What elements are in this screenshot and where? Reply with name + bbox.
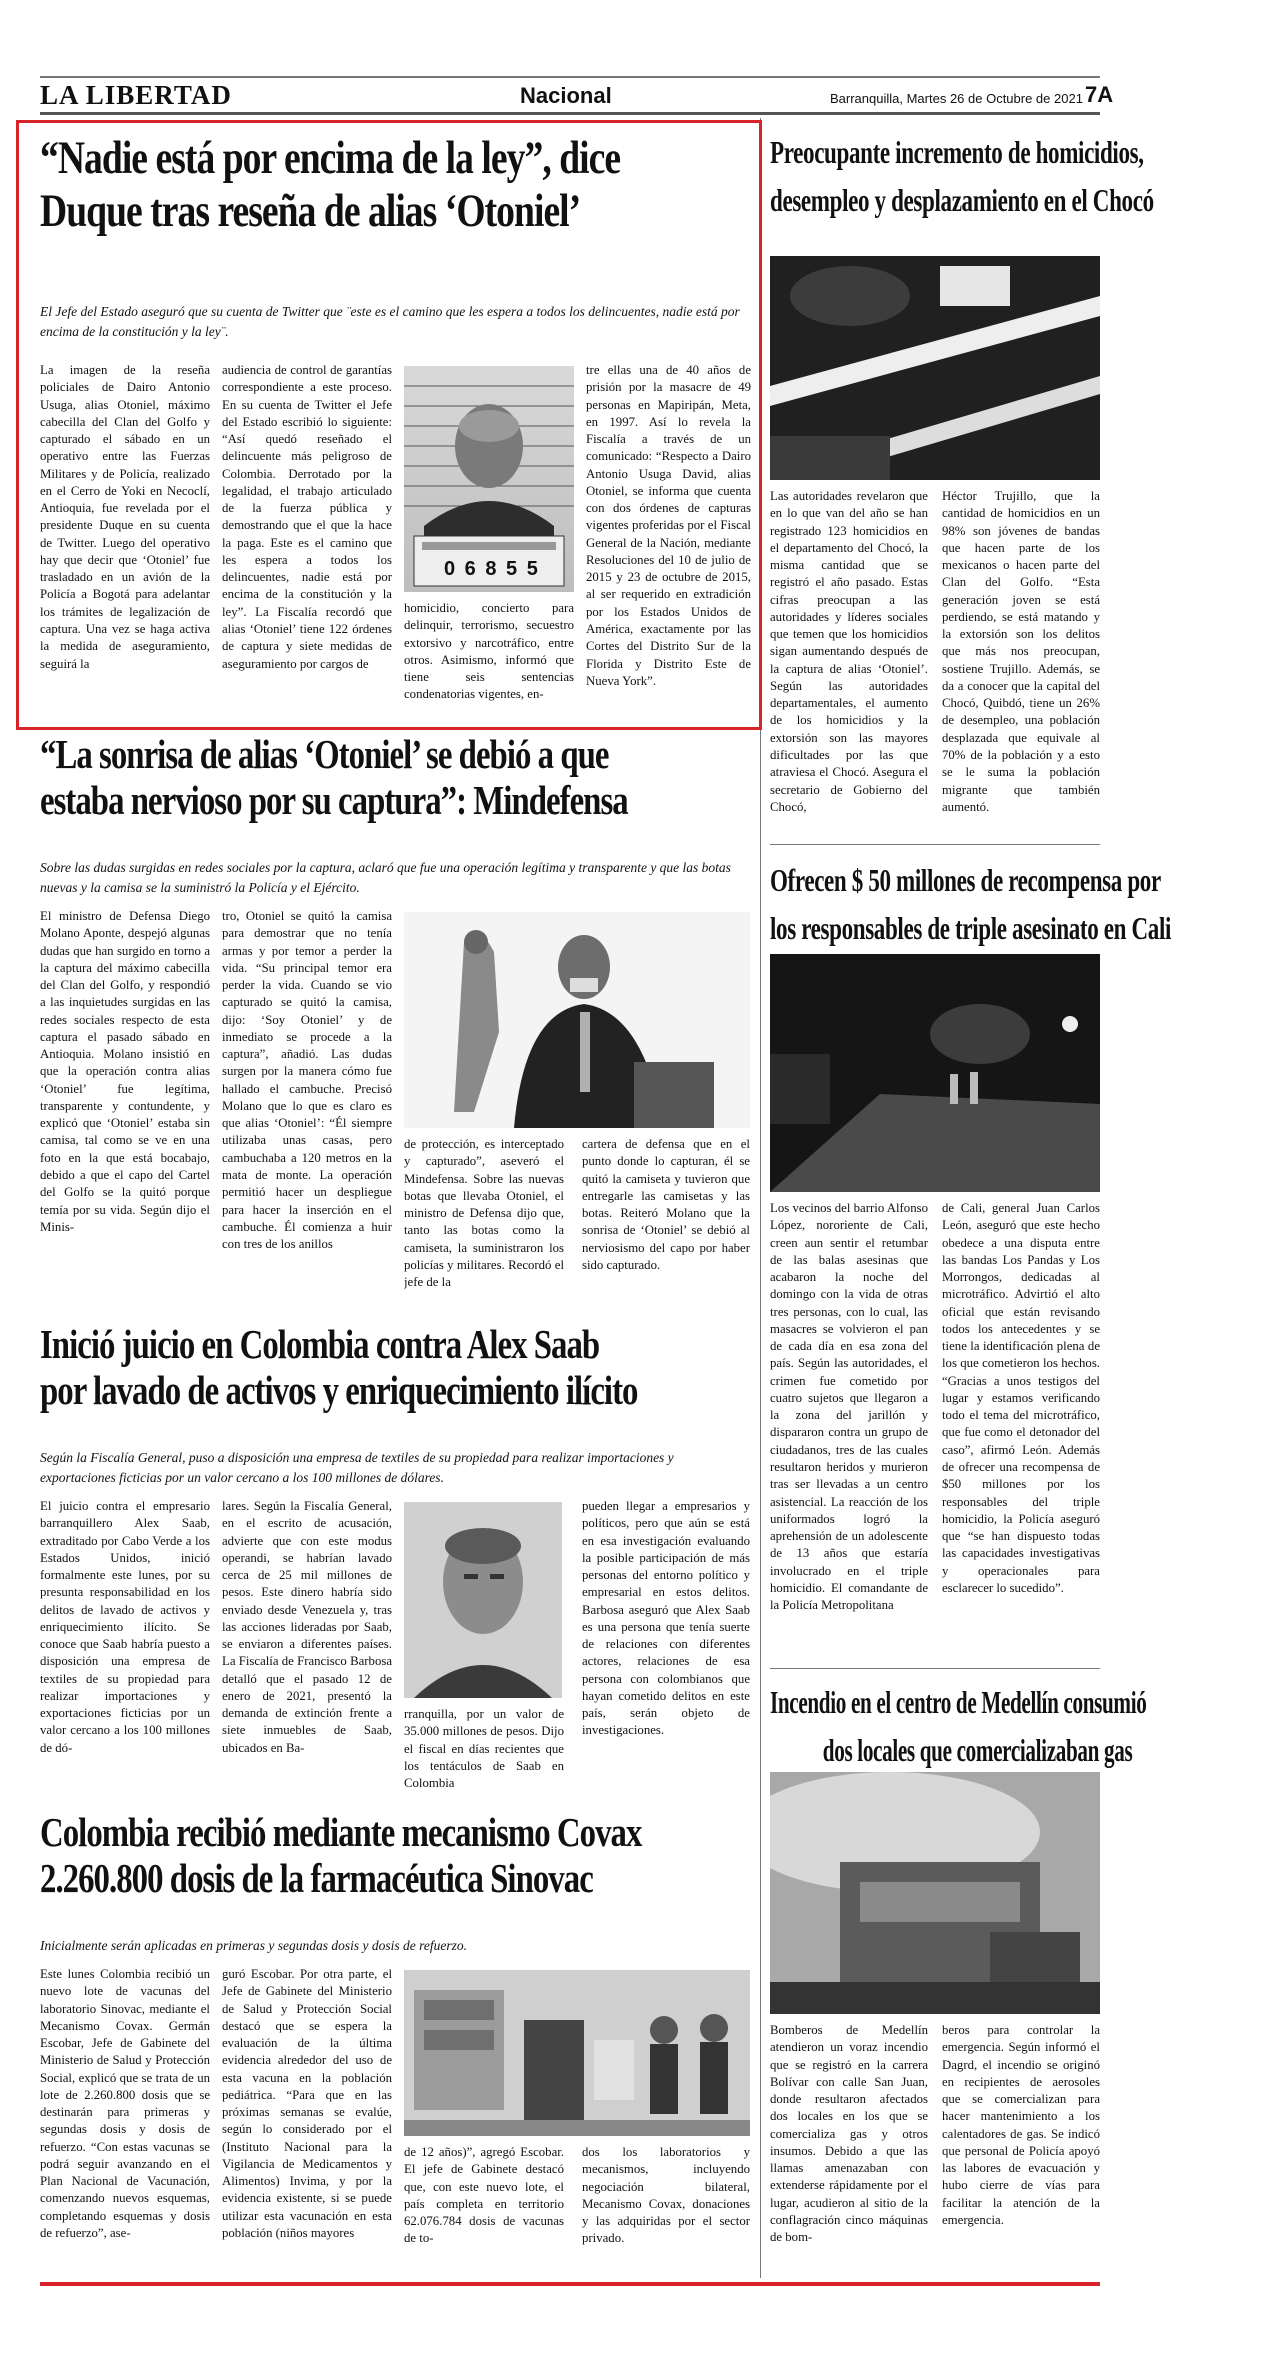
article-1-lead: El Jefe del Estado aseguró que su cuenta de Twitter que ¨este es el camino que les espera a todos los delincuentes, nadie está por encima de la constitución y la ley¨. [40, 304, 740, 340]
vaccine-image [404, 1970, 750, 2136]
article-2-headline: “La sonrisa de alias ‘Otoniel’ se debió a que estaba nervioso por su captura”: Mindefensa [40, 731, 628, 823]
article-2-col-3: cartera de defensa que en el punto donde lo capturan, él se quitó la camiseta y tuvieron que entregarle las camisetas y las botas. Reiteró Molano que la sonrisa de ‘Otoniel’ se debió al nerviosismo del capo por haber sido capturado. [582, 1137, 750, 1272]
choco-photo [770, 256, 1100, 480]
mindefensa-photo [404, 912, 750, 1128]
article-3-lead: Según la Fiscalía General, puso a disposición una empresa de textiles de su propiedad para realizar importaciones y exportaciones ficticias por un valor cercano a los 100 millones de dólares. [40, 1450, 674, 1486]
article-3-col-2-top: lares. Según la Fiscalía General, en el escrito de acusación, advierte que con este modus operandi, se habrían lavado cerca de 25 mil millones de pesos. Este dinero habría sido enviado desde Venezuela y, tras las acciones lideradas por Saab, se enviaron a diferentes países. La Fiscalía de Francisco Barbosa detalló que el pasado 12 de enero de 2021, presentó la demanda de extinción frente a siete inmuebles de Saab, ubicados en Ba- [222, 1499, 392, 1755]
sidebar-3-col-1: Bomberos de Medellín atendieron un voraz incendio que se registró en la carrera Bolívar con calle San Juan, donde resultaron afectados dos locales en los que se comercializa gas y otros insumos. Debido a que las llamas amenazaban con extenderse rápidamente por el lugar, acudieron al sitio de la conflagración cinco máquinas de bom- [770, 2023, 928, 2245]
masthead: LA LIBERTAD [40, 80, 232, 110]
section-name: Nacional [520, 83, 612, 108]
article-4-col-3: dos los laboratorios y mecanismos, incluyendo negociación bilateral, Mecanismo Covax, donaciones y las adquiridas por el sector privado. [582, 2145, 750, 2246]
article-4-lead: Inicialmente serán aplicadas en primeras y segundas dosis y dosis de refuerzo. [40, 1938, 467, 1953]
article-1-col-2-top: audiencia de control de garantías correspondiente a este proceso. En su cuenta de Twitter el Jefe del Estado escribió lo siguiente: “Así quedó reseñado el delincuente más peligroso de Colombia. Derrotado por la legalidad, el trabajo articulado de la fuerza pública y demostrando que el que la hace la paga. Este es el camino que les espera a todos los delincuentes, nadie está por encima de la constitución y la ley”. La Fiscalía recordó que alias ‘Otoniel’ tiene 122 órdenes de captura y siete medidas de aseguramiento por cargos de [222, 363, 392, 671]
dateline: Barranquilla, Martes 26 de Octubre de 2021 [830, 91, 1083, 106]
sidebar-1-headline: Preocupante incremento de homicidios, desempleo y desplazamiento en el Chocó [770, 134, 1154, 218]
cali-image [770, 954, 1100, 1192]
medellin-image [770, 1772, 1100, 2014]
mindefensa-image [404, 912, 750, 1128]
mugshot-number: 0 6 8 5 5 [444, 558, 540, 580]
choco-image [770, 256, 1100, 480]
sidebar-1-col-2: Héctor Trujillo, que la cantidad de homicidios en un 98% son jóvenes de bandas que hacen parte de los mexicanos o hacen parte del Clan del Golfo. “Esta generación joven se está perdiendo, se está matando y la extorsión son los delitos que más nos preocupan, sostiene Trujillo. Además, se da a conocer que la capital del Chocó, Quibdó, tiene un 26% de desempleo, una población desplazada que equivale al 70% de la población y a esto se le suma la población migrante que también aumentó. [942, 489, 1100, 814]
cali-photo [770, 954, 1100, 1192]
article-4-col-1: Este lunes Colombia recibió un nuevo lote de vacunas del laboratorio Sinovac, mediante el Mecanismo Covax. Germán Escobar, Jefe de Gabinete del Ministerio de Salud y Protección Social, explicó que se trata de un lote de 2.260.800 dosis que se destinarán para primeras y segundas dosis y dosis de refuerzo. “Con estas vacunas se podrá seguir avanzando en el Plan Nacional de Vacunación, comenzando nuevos esquemas, completando esquemas y dosis de refuerzo”, ase- [40, 1967, 210, 2240]
saab-photo [404, 1502, 562, 1698]
article-1-col-2-bottom: homicidio, concierto para delinquir, terrorismo, secuestro extorsivo y narcotráfico, entre otros. Asimismo, informó que tiene seis sentencias condenatorias vigentes, en- [404, 601, 574, 702]
article-4-col-2-bottom: de 12 años)”, agregó Escobar. El jefe de Gabinete destacó que, con este nuevo lote, el país completa en territorio 62.076.784 dosis de vacunas de to- [404, 2145, 564, 2246]
sidebar-1-col-1: Las autoridades revelaron que en lo que van del año se han registrado 123 homicidios en el departamento del Chocó, la misma cantidad que se registró el año pasado. Estas cifras preocupan a las autoridades y líderes sociales que temen que los homicidios sigan aumentando después de la captura de alias ‘Otoniel’. Según las autoridades departamentales, el aumento de los homicidios y la extorsión son las mayores dificultades por las que atraviesa el Chocó. Asegura el secretario de Gobierno del Chocó, [770, 489, 928, 814]
article-2-lead: Sobre las dudas surgidas en redes sociales por la captura, aclaró que fue una operación legítima y transparente y que las botas nuevas y la camisa se la suministró la Policía y el Ejército. [40, 860, 731, 896]
footer-rule [40, 2282, 1100, 2286]
saab-image [404, 1502, 562, 1698]
sidebar-2-col-2: de Cali, general Juan Carlos León, aseguró que este hecho obedece a una disputa entre las bandas Los Pandas y Los Morrongos, dedicadas al microtráfico. Advirtió el alto oficial que están revisando todos los antecedentes y se tiene la identificación plena de los que cometieron los hechos. “Gracias a unos testigos del lugar y estamos verificando todo el tema del microtráfico, que fue como el detonador del caso”, afirmó León. Además de ofrecer una recompensa de $50 millones por los responsables del triple homicidio, la Policía aseguró que “se han dispuesto todas las capacidades investigativas y operacionales para esclarecer lo sucedido”. [942, 1201, 1100, 1595]
article-2-col-2-top: tro, Otoniel se quitó la camisa para demostrar que no tenía armas y por temor a perder la vida. “Su principal temor era perder la vida. Cuando se vio capturado se quitó la camisa, dijo: ‘Soy Otoniel’ y de inmediato se procede a la captura”, añadió. Las dudas surgen por la manera cómo fue hallado el cambuche. Precisó Molano que lo que es claro es que alias ‘Otoniel’: “Él siempre utilizaba unas casas, pero cambuchaba a 120 metros en la mata de monte. La operación permitió hacer un despliegue para hacer la inserción en el cambuche. Él comienza a huir con tres de los anillos [222, 909, 392, 1252]
sidebar-2-col-1: Los vecinos del barrio Alfonso López, nororiente de Cali, creen aun sentir el retumbar de las balas asesinas que acabaron la noche del domingo con la vida de otras tres personas, con lo cual, las masacres se volvieron el pan de cada día en esa zona del país. Según las autoridades, el crimen fue cometido por cuatro sujetos que llegaron a la zona del jarillón y dispararon contra un grupo de ciudadanos, tres de las cuales resultaron heridos y murieron tras ser llevadas a un centro asistencial. La reacción de los uniformados logró la aprehensión de un adolescente de 13 años que estaría involucrado en el triple homicidio. El comandante de la Policía Metropolitana [770, 1201, 928, 1613]
highlight-box [16, 120, 762, 730]
article-2-col-2-bottom: de protección, es interceptado y capturado”, aseveró el Mindefensa. Sobre las nuevas botas que llevaba Otoniel, el ministro de Defensa dijo que, tanto las botas como la camiseta, la suministraron los policías y militares. Recordó el jefe de la [404, 1137, 564, 1290]
article-3-col-1: El juicio contra el empresario barranquillero Alex Saab, extraditado por Cabo Verde a los Estados Unidos, inició formalmente este lunes, por su presunta responsabilidad en los delitos de lavado de activos y enriquecimiento ilícito. Se conoce que Saab habría puesto a disposición una empresa de textiles de su propiedad para realizar importaciones y exportaciones ficticias por un valor cercano a los 100 millones de dó- [40, 1499, 210, 1755]
article-1-headline: “Nadie está por encima de la ley”, dice Duque tras reseña de alias ‘Otoniel’ [40, 132, 621, 237]
sidebar-3-col-2: beros para controlar la emergencia. Según informó el Dagrd, el incendio se originó en recipientes de aerosoles que se comercializan para hacer mantenimiento a los calentadores de gas. Se indicó que personal de Policía apoyó las labores de evacuación y hubo cierre de vías para facilitar la atención de la emergencia. [942, 2023, 1100, 2227]
article-1-col-3: tre ellas una de 40 años de prisión por la masacre de 49 personas en Mapiripán, Meta, en 1997. Así lo revela la Fiscalía a través de un comunicado: “Respecto a Dairo Antonio Usuga David, alias Otoniel, se informa que cuenta con dos órdenes de capturas vigentes proferidas por el Fiscal General de la Nación, mediante Resoluciones del 10 de julio de 2015 y 23 de octubre de 2015, al ser requerido en extradición por los Estados Unidos de América, exactamente por las Cortes del Distrito Sur de la Florida y Distrito Este de Nueva York”. [586, 363, 751, 688]
vaccine-photo [404, 1970, 750, 2136]
page-number: 7A [1085, 82, 1114, 107]
sidebar-3-headline: Incendio en el centro de Medellín consumió dos locales que comercializaban gas [770, 1684, 1147, 1768]
article-3-headline: Inició juicio en Colombia contra Alex Saab por lavado de activos y enriquecimiento ilícito [40, 1321, 638, 1413]
article-4-col-2-top: guró Escobar. Por otra parte, el Jefe de Gabinete del Ministerio de Salud y Protección Social destacó que se espera la evaluación de la última evidencia alrededor del uso de esta vacuna en la población pediátrica. “Para que en las próximas semanas se evalúe, según lo considerado por el (Instituto Nacional para la Vigilancia de Medicamentos y Alimentos) Invima, y por la evidencia existente, si se puede utilizar esta vacunación en esta población (niños mayores [222, 1967, 392, 2240]
article-1-col-1: La imagen de la reseña policiales de Dairo Antonio Usuga, alias Otoniel, máximo cabecilla del Clan del Golfo y capturado el sábado en un operativo entre las Fuerzas Militares y de Policía, realizado en el Cerro de Yoki en Necoclí, Antioquia, fue revelada por el presidente Duque en su cuenta de Twitter. Luego del operativo hay que decir que ‘Otoniel’ fue trasladado en un avión de la Policía a Bogotá para adelantar los trámites de legalización de captura. Una vez se haga activa la medida de aseguramiento, seguirá la [40, 363, 210, 671]
article-3-col-2-bottom: rranquilla, por un valor de 35.000 millones de pesos. Dijo el fiscal en días recientes que los tentáculos de Saab en Colombia [404, 1707, 564, 1791]
medellin-photo [770, 1772, 1100, 2014]
sidebar-2-headline: Ofrecen $ 50 millones de recompensa por los responsables de triple asesinato en Cali [770, 862, 1172, 946]
article-2-col-1: El ministro de Defensa Diego Molano Aponte, despejó algunas dudas que han surgido en torno a la captura del máximo cabecilla del Clan del Golfo, y respondió a las inquietudes surgidas en las redes sociales respecto de esta captura el pasado sábado en Antioquia. Molano insistió en que la operación contra alias ‘Otoniel’ fue legítima, transparente y contundente, y explicó que ‘Otoniel’ estaba sin camisa, tal como se ve en una foto en la que está bocabajo, debido a que el capo del Cartel del Golfo se la quitó porque temía por su vida. Según dijo el Minis- [40, 909, 210, 1234]
article-3-col-3: pueden llegar a empresarios y políticos, pero que aún se está en esa investigación evaluando la posible participación de más personas del entorno político y empresarial en estos delitos. Barbosa aseguró que Alex Saab es una persona que tenía suerte de relaciones con diferentes actores, relaciones de esa persona con colombianos que hayan cometido delitos en este país, serán objeto de investigaciones. [582, 1499, 750, 1738]
article-4-headline: Colombia recibió mediante mecanismo Covax 2.260.800 dosis de la farmacéutica Sinovac [40, 1809, 642, 1901]
